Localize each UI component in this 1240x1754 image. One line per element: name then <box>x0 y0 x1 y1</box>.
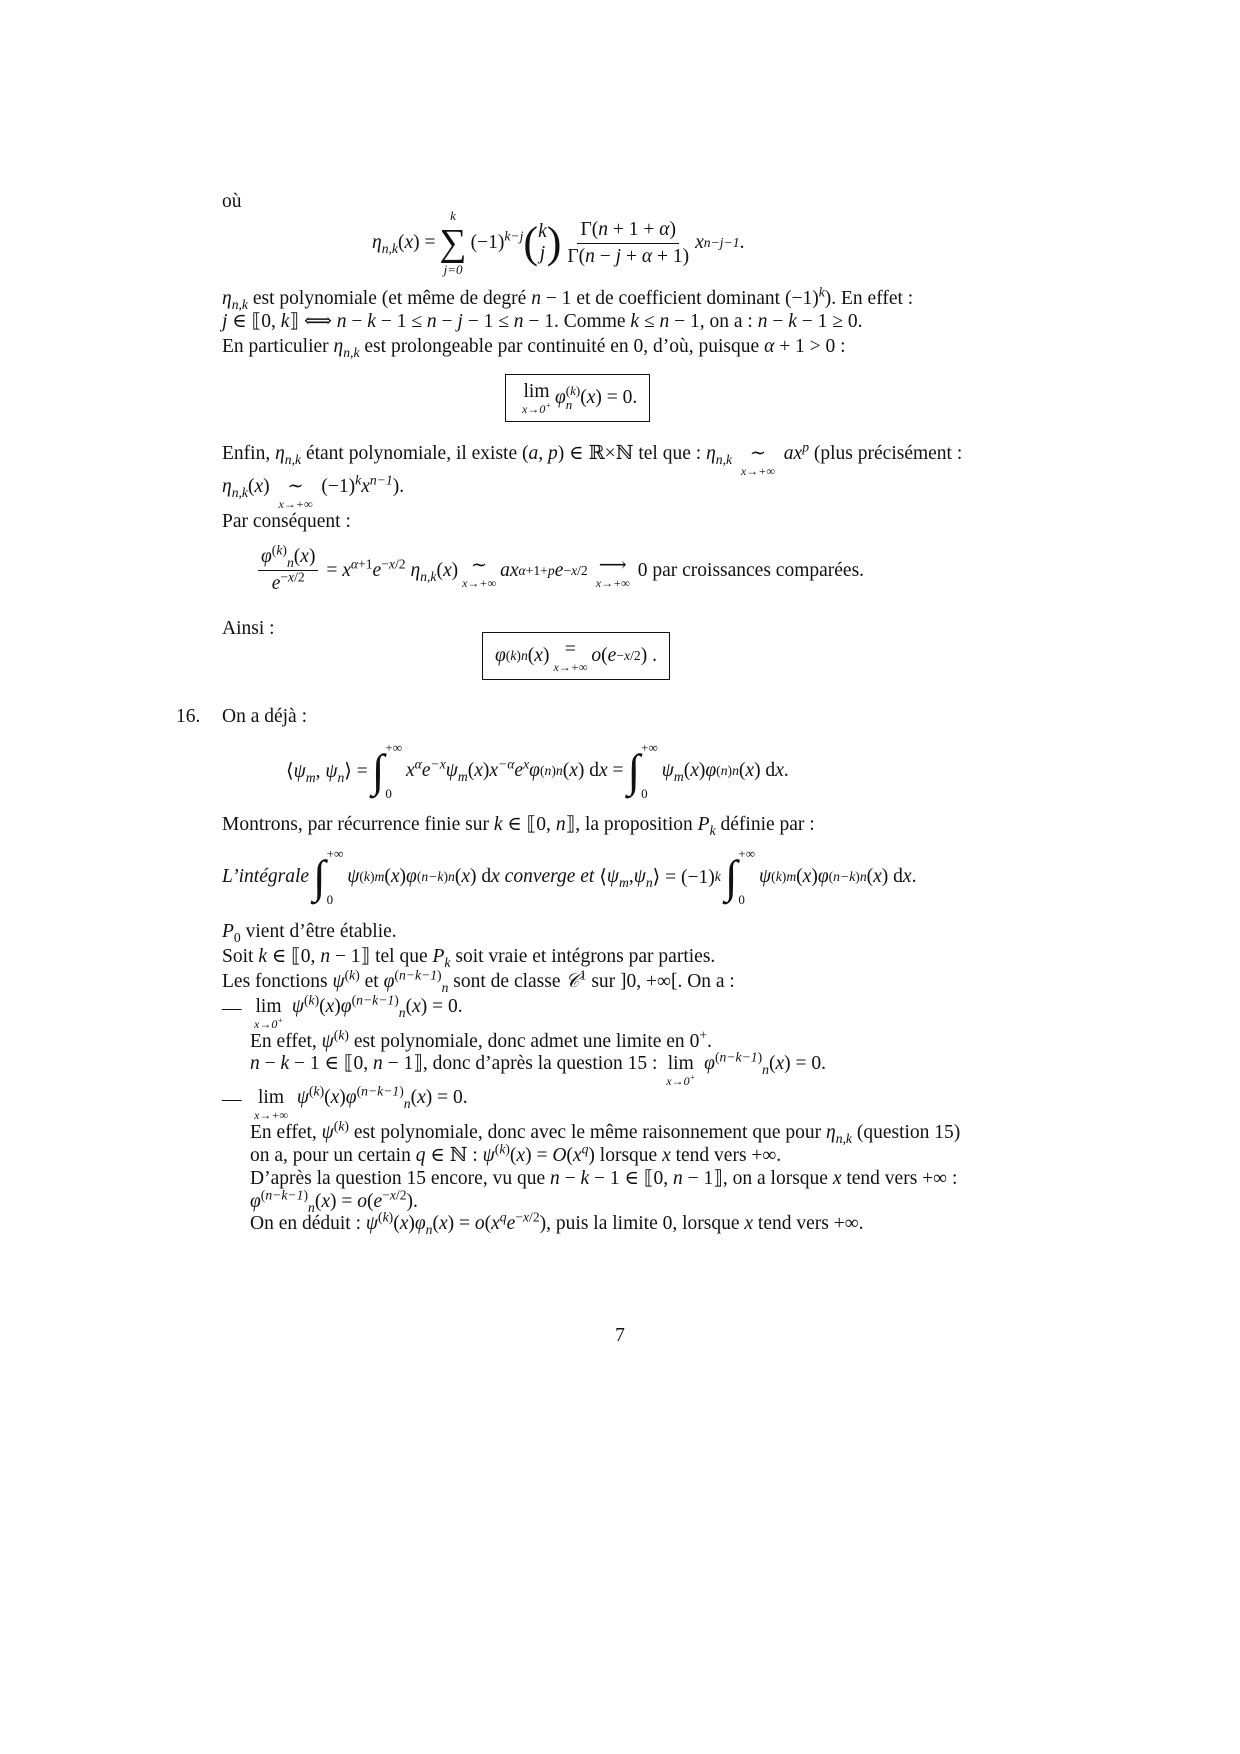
text-p0: $P_0$ vient d’être établie. <box>222 921 397 945</box>
text-ou: où <box>222 191 242 212</box>
text-en-particulier: En particulier $\eta_{n,k}$ est prolongeable par continuité en 0, d’où, puisque α + 1 > 0 : <box>222 336 846 360</box>
text-eta-polynomial: $\eta_{n,k}$ est polynomiale (et même de degré n − 1 et de coefficient dominant $(-1)^k$). En effet : <box>222 284 914 312</box>
text-les-fonctions: Les fonctions $\psi^{(k)}$ et $\varphi^{(n-k-1)}_n$ sont de classe 𝒞$^1$ sur ]0, +∞[. On a : <box>222 967 735 995</box>
text-soit: Soit k ∈ ⟦0, n − 1⟧ tel que $P_k$ soit vraie et intégrons par parties. <box>222 946 716 970</box>
text-on-en-deduit: On en déduit : $\psi^{(k)}(x)\varphi_n(x) = o(x^qe^{-x/2})$, puis la limite 0, lorsque x tend vers +∞. <box>250 1209 864 1237</box>
boxed-little-o: φ (k) n ( x ) = x→+∞ o ( e −x/2 ) . <box>482 632 670 680</box>
text-en-effet-2: En effet, $\psi^{(k)}$ est polynomiale, donc avec le même raisonnement que pour $\eta_{n,k}$ (question 15) <box>250 1118 961 1146</box>
equation-inner-product: $⟨\psi_m$, $\psi_n⟩$ = ∫ +∞ 0 $x^\alpha e^{-x}\psi_m$ ( x ) $x^{-\alpha}e^x\varphi$ (n) n ( x ) d x = ∫ +∞ 0 $\psi_m$ ( x ) φ (n) n ( x ) d x . <box>286 740 789 801</box>
text-par-consequent: Par conséquent : <box>222 511 351 532</box>
equation-ratio-comparison: $\frac{\varphi^{(k)}_n(x)}{e^{-x/2}}$ = $x^{\alpha+1}e^{-x/2}$ $\eta_{n,k}(x)$ ∼ x→+∞ ax α+1+p e −x/2 ⟶ x→+∞ 0 par croissances comparées. <box>255 546 864 595</box>
text-phi-little-o: $\varphi^{(n-k-1)}_n(x) = o(e^{-x/2})$. <box>250 1187 418 1215</box>
text-en-effet-1: En effet, $\psi^{(k)}$ est polynomiale, donc admet une limite en 0+. <box>250 1027 712 1052</box>
question-number-16: 16. <box>176 706 201 727</box>
page-number: 7 <box>615 1325 625 1346</box>
proposition-pk: L’intégrale ∫ +∞ 0 ψ (k) m ( x ) φ (n−k) n ( x ) d x converge et ⟨ $\psi_m$ , $\psi_n$ ⟩ = (−1) k ∫ +∞ 0 ψ (k) m ( x ) φ (n−k) n ( x ) d x . <box>222 846 917 907</box>
bullet-limit-plus-infinity: lim x→+∞ $\psi^{(k)}(x)\varphi^{(n-k-1)}_n(x) = 0$. <box>254 1083 468 1123</box>
text-ainsi: Ainsi : <box>222 618 275 639</box>
equation-eta-definition: $\eta_{n,k}$ ( x ) = k ∑ j=0 $(-1)^{k-j}$ ( k j ) $\frac{\Gamma(n + 1 + \alpha)}{\Gamma(n - j + \alpha + 1)}$ x n−j−1 . <box>372 208 745 277</box>
bullet-dash-2: — <box>222 1089 242 1110</box>
text-montrons: Montrons, par récurrence finie sur k ∈ ⟦0, n⟧, la proposition $P_k$ définie par : <box>222 814 815 838</box>
boxed-limit-zero: lim x→0+ φ (k) n (x) = 0. <box>505 374 650 422</box>
text-enfin: Enfin, $\eta_{n,k}$ étant polynomiale, il existe (a, p) ∈ ℝ×ℕ tel que : $\eta_{n,k}$ ∼ x→+∞ $ax^p$ (plus précisément : <box>222 439 963 479</box>
text-equivalent-eta: $\eta_{n,k}(x)$ ∼ x→+∞ $(-1)^kx^{n-1}$). <box>222 472 405 512</box>
bullet-limit-zero-plus: lim x→0+ $\psi^{(k)}(x)\varphi^{(n-k-1)}_n(x) = 0$. <box>254 992 463 1032</box>
text-eta-degree-range: j ∈ ⟦0, k⟧ ⟺ n − k − 1 ≤ n − j − 1 ≤ n − 1. Comme k ≤ n − 1, on a : n − k − 1 ≥ 0. <box>222 311 863 332</box>
text-dapres-question-15: D’après la question 15 encore, vu que n − k − 1 ∈ ⟦0, n − 1⟧, on a lorsque x tend vers +∞ : <box>250 1168 958 1189</box>
text-on-a-certain-q: on a, pour un certain q ∈ ℕ : $\psi^{(k)}(x) = O(x^q)$ lorsque x tend vers +∞. <box>250 1141 782 1166</box>
bullet-dash-1: — <box>222 998 242 1019</box>
text-question-15-ref: n − k − 1 ∈ ⟦0, n − 1⟧, donc d’après la question 15 : lim x→0+ $\varphi^{(n-k-1)}_n(x) = 0$. <box>250 1049 826 1089</box>
text-on-a-deja: On a déjà : <box>222 706 308 727</box>
